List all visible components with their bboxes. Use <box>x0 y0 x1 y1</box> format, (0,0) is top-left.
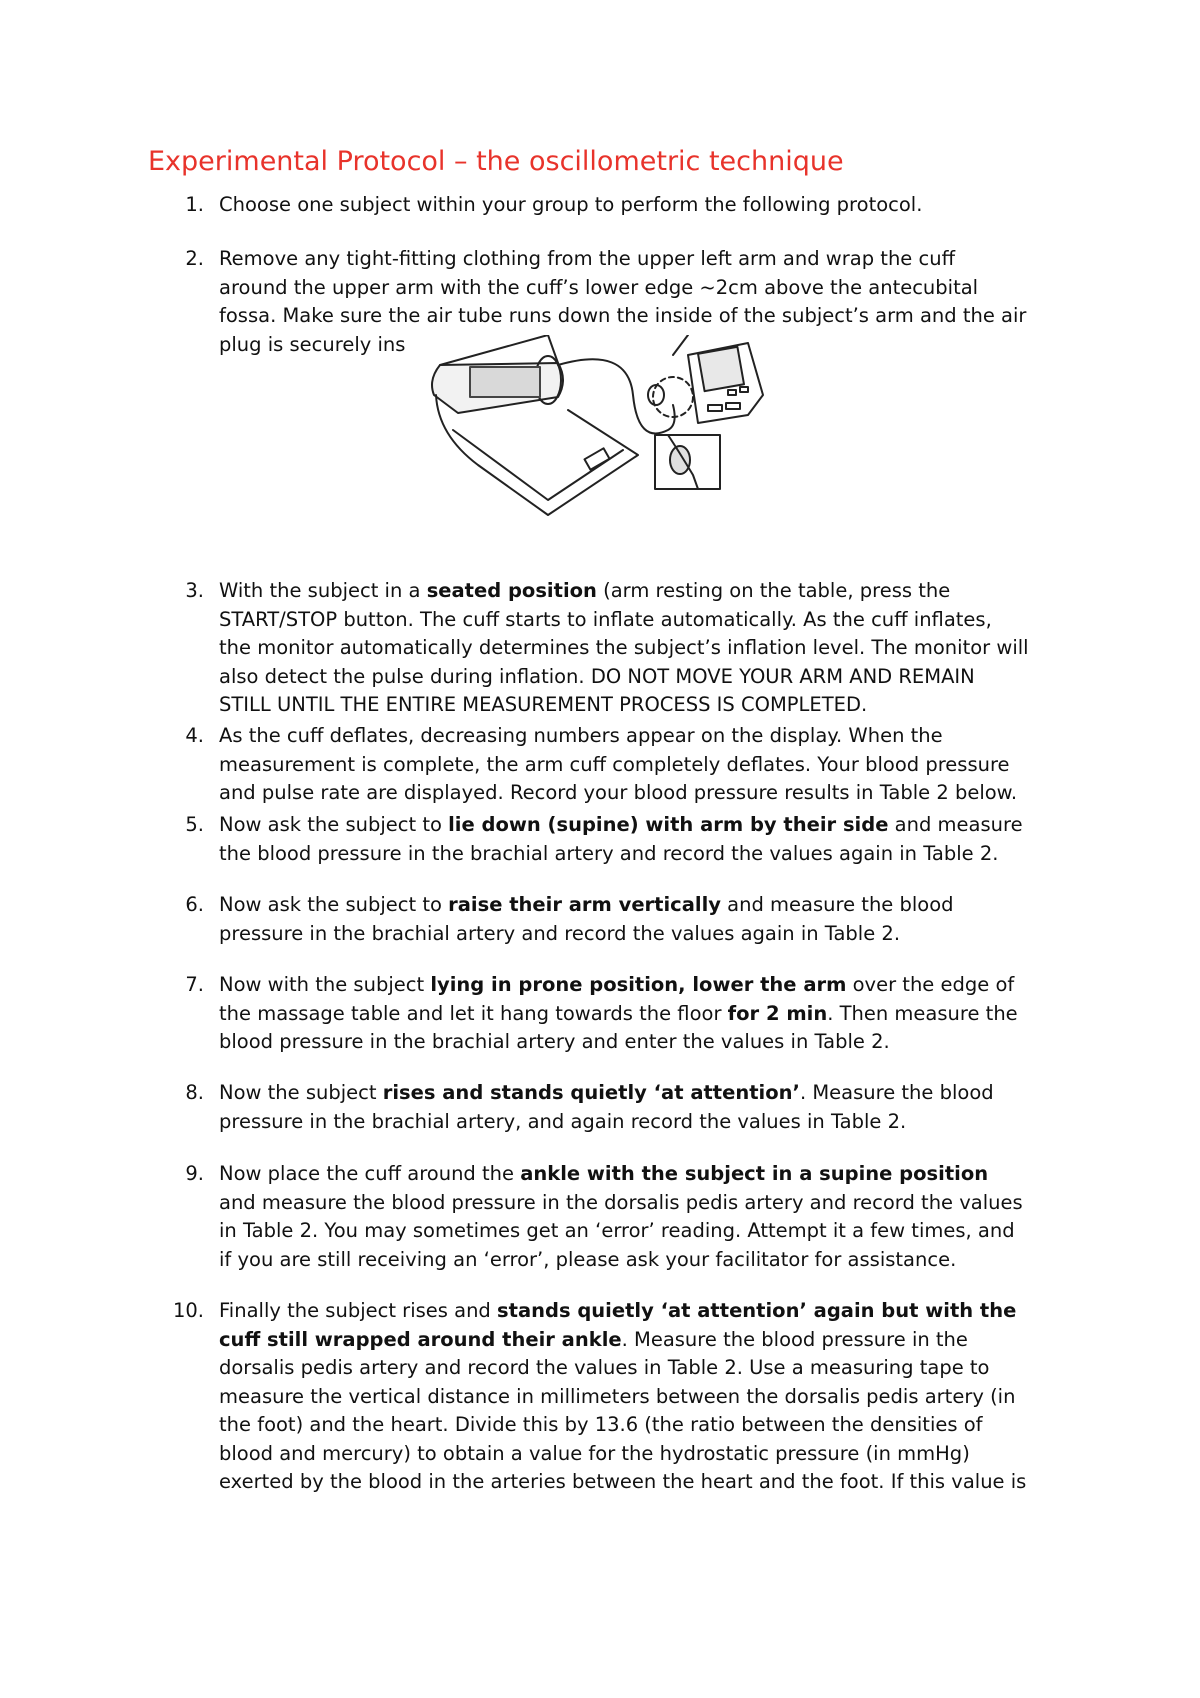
text-line <box>219 245 1069 274</box>
bold-text: cuff still wrapped around their ankle <box>219 1327 622 1351</box>
text-line <box>219 1000 1069 1029</box>
text-line <box>219 663 1069 692</box>
text-line <box>219 811 1069 840</box>
text-line <box>219 840 1069 869</box>
text-run: and pulse rate are displayed. Record your blood pressure results in Table 2 below. <box>219 781 1018 804</box>
bold-text: for 2 min <box>727 1001 828 1025</box>
text-run: plug is securely ins <box>219 332 406 356</box>
list-item-text <box>219 891 1069 948</box>
list-number: 4. <box>185 724 204 747</box>
text-line <box>219 1468 1069 1497</box>
text-run: Now place the cuff around the <box>219 1162 521 1185</box>
list-number: 7. <box>185 973 204 996</box>
list-item-text <box>219 577 1069 720</box>
text-run: Now the subject <box>219 1081 383 1104</box>
text-line <box>219 1217 1069 1246</box>
text-line <box>219 634 1069 663</box>
bold-text: lie down (supine) with arm by their side <box>448 813 889 836</box>
text-run: exerted by the blood in the arteries between the heart and the foot. If this value is <box>219 1470 1027 1493</box>
list-item-text <box>219 811 1069 868</box>
list-number: 5. <box>185 813 204 836</box>
text-line <box>219 1189 1069 1218</box>
bold-text: seated position <box>426 579 597 602</box>
text-run: As the cuff deflates, decreasing numbers appear on the display. When the <box>219 724 943 747</box>
text-line <box>219 1108 1069 1137</box>
text-run: if you are still receiving an ‘error’, please ask your facilitator for assistance. <box>219 1247 957 1271</box>
text-run: dorsalis pedis artery and record the values in Table 2. Use a measuring tape to <box>219 1356 990 1379</box>
list-number: 8. <box>185 1081 204 1104</box>
text-run: START/STOP button. The cuff starts to inflate automatically. As the cuff inflates, <box>219 607 992 631</box>
text-run: fossa. Make sure the air tube runs down the inside of the subject’s arm and the air <box>219 304 1027 327</box>
text-line <box>219 920 1069 949</box>
text-line <box>219 722 1069 751</box>
text-line <box>219 779 1069 808</box>
text-line <box>219 1411 1069 1440</box>
text-line <box>219 691 1069 720</box>
text-run: measure the vertical distance in millimeters between the dorsalis pedis artery (in <box>219 1384 1016 1408</box>
text-run: blood and mercury) to obtain a value for the hydrostatic pressure (in mmHg) <box>219 1441 970 1465</box>
text-line <box>219 1297 1069 1326</box>
text-run: around the upper arm with the cuff’s lower edge ~2cm above the antecubital <box>219 275 979 299</box>
text-line <box>219 1383 1069 1412</box>
text-line <box>219 751 1069 780</box>
text-line <box>219 891 1069 920</box>
text-line <box>219 971 1069 1000</box>
text-run: and measure the blood <box>720 893 954 916</box>
list-item-text <box>219 1160 1069 1274</box>
text-run: over the edge of <box>846 973 1015 996</box>
list-number: 10. <box>172 1299 204 1322</box>
text-run: the blood pressure in the brachial artery and record the values again in Table 2. <box>219 841 999 865</box>
text-run: With the subject in a <box>219 579 427 602</box>
text-line <box>219 577 1069 606</box>
list-item-text <box>219 1297 1069 1497</box>
text-run: the monitor automatically determines the subject’s inflation level. The monitor will <box>219 636 1029 659</box>
text-run: STILL UNTIL THE ENTIRE MEASUREMENT PROCESS IS COMPLETED. <box>219 693 868 716</box>
text-run: pressure in the brachial artery and record the values again in Table 2. <box>219 921 901 945</box>
text-run: . Measure the blood <box>799 1081 994 1104</box>
blood-pressure-monitor-illustration <box>418 335 838 535</box>
text-run: Remove any tight-fitting clothing from the upper left arm and wrap the cuff <box>219 247 956 270</box>
bold-text: lying in prone position, lower the arm <box>430 973 847 996</box>
text-run: and measure the blood pressure in the dorsalis pedis artery and record the values <box>219 1190 1023 1214</box>
text-line <box>219 606 1069 635</box>
text-run: the foot) and the heart. Divide this by 13.6 (the ratio between the densities of <box>219 1413 983 1436</box>
text-line <box>219 1246 1069 1275</box>
text-line <box>219 1028 1069 1057</box>
text-run: blood pressure in the brachial artery and enter the values in Table 2. <box>219 1030 890 1053</box>
text-line <box>219 302 1069 331</box>
text-run: . Then measure the <box>827 1001 1018 1025</box>
text-run: . Measure the blood pressure in the <box>621 1327 968 1351</box>
text-run: and measure <box>888 813 1023 836</box>
text-run: in Table 2. You may sometimes get an ‘error’ reading. Attempt it a few times, and <box>219 1219 1015 1242</box>
text-run: (arm resting on the table, press the <box>596 579 951 602</box>
list-item-text <box>219 191 1069 220</box>
text-run: pressure in the brachial artery, and again record the values in Table 2. <box>219 1109 907 1133</box>
list-item-text <box>219 971 1069 1057</box>
list-number: 6. <box>185 893 204 916</box>
bold-text: raise their arm vertically <box>448 893 721 916</box>
text-line <box>219 1079 1069 1108</box>
text-line <box>219 1326 1069 1355</box>
text-run: Finally the subject rises and <box>219 1299 498 1322</box>
text-run: Choose one subject within your group to perform the following protocol. <box>219 193 923 216</box>
list-item-text <box>219 722 1069 808</box>
text-run: also detect the pulse during inflation. DO NOT MOVE YOUR ARM AND REMAIN <box>219 664 975 688</box>
text-run: Now ask the subject to <box>219 893 449 916</box>
list-number: 2. <box>185 247 204 270</box>
page-title: Experimental Protocol – the oscillometric technique <box>148 146 844 177</box>
bold-text: ankle with the subject in a supine position <box>520 1162 989 1185</box>
text-run: the massage table and let it hang towards the floor <box>219 1001 728 1025</box>
text-line <box>219 191 1069 220</box>
bold-text: stands quietly ‘at attention’ again but with the <box>497 1299 1017 1322</box>
text-run: measurement is complete, the arm cuff completely deflates. Your blood pressure <box>219 752 1010 776</box>
list-number: 3. <box>185 579 204 602</box>
text-line <box>219 1354 1069 1383</box>
list-number: 9. <box>185 1162 204 1185</box>
bold-text: rises and stands quietly ‘at attention’ <box>382 1081 800 1104</box>
text-run: Now ask the subject to <box>219 813 449 836</box>
text-line <box>219 1160 1069 1189</box>
text-line <box>219 1440 1069 1469</box>
text-run: Now with the subject <box>219 973 431 996</box>
text-line <box>219 274 1069 303</box>
list-number: 1. <box>185 193 204 216</box>
cuff-and-monitor-drawing <box>418 335 838 535</box>
list-item-text <box>219 1079 1069 1136</box>
